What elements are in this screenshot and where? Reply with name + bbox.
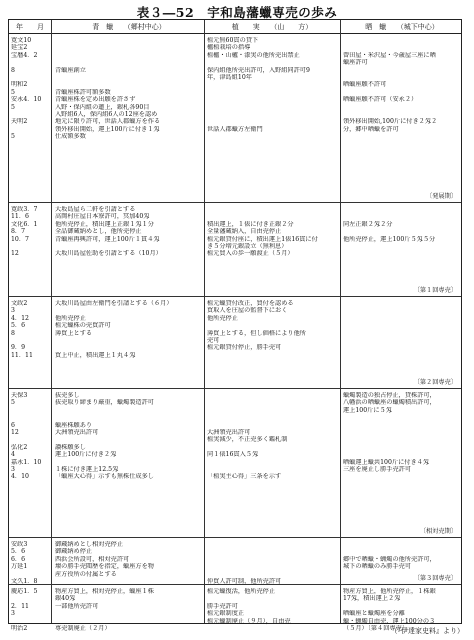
cell-line: [55, 610, 203, 617]
cell-line: 慶応1．5: [11, 588, 38, 595]
cell-line: １株に付き運上12.5匁: [55, 465, 119, 473]
cell-line: 植元蠟復活，他所売停止: [207, 588, 276, 595]
cell-line: [55, 44, 203, 51]
cell-line: [343, 89, 461, 96]
period-label: 〔第２回専売〕: [413, 378, 457, 386]
cell-line: [343, 444, 461, 451]
cell-line: 西浜会所設可，相対売許可: [55, 555, 130, 563]
cell-line: 地元に限り許可，世話人郡蠟方を作る: [55, 118, 161, 126]
cell-line: 仕成額多数: [55, 133, 86, 141]
cell-line: 8．7: [11, 228, 26, 236]
cell-line: 寛文10: [11, 37, 32, 44]
period-label: 〔第３回専売〕: [413, 574, 457, 582]
cell-ue: [207, 206, 337, 258]
cell-line: 9．9: [11, 344, 26, 352]
cell-line: [343, 104, 461, 111]
cell-line: 大坂島屋ら二軒を引請とする: [55, 206, 136, 213]
cell-line: 櫨植栽培の指導: [207, 44, 251, 52]
cell-line: [207, 392, 337, 399]
source-note: （『伊達家史料』より）: [390, 627, 464, 635]
cell-line: 三座を廃止し勝手売許可: [343, 465, 412, 473]
cell-line: 保内組他所売出許可，入野組同許可9: [207, 66, 310, 74]
cell-ao: [55, 392, 203, 481]
cell-line: [55, 459, 203, 466]
cell-line: [207, 595, 337, 602]
cell-ao: [55, 206, 203, 258]
cell-line: 高岡村庄屋日本寮許可，冥加40匁: [55, 213, 150, 221]
cell-line: 同１俵16貫入５匁: [207, 451, 259, 459]
cell-line: 17匁，積出運上２匁: [343, 595, 401, 603]
cell-line: 曾田屋・米沢屋・今歳屋三座に晒: [343, 51, 436, 59]
cell-line: 5: [11, 133, 15, 141]
cell-line: 4: [11, 451, 15, 459]
cell-line: 嘉永1．10: [11, 458, 42, 466]
cell-line: [343, 307, 461, 314]
cell-line: 讃株願多し: [55, 443, 86, 451]
cell-line: 御蔵納めとし相対売停止: [55, 541, 124, 548]
table-section: [9, 538, 461, 585]
cell-line: 2．11: [11, 602, 29, 610]
cell-line: [207, 81, 337, 88]
cell-line: [11, 407, 49, 414]
cell-line: [207, 556, 337, 563]
cell-date: [11, 300, 49, 359]
cell-line: 宝暦4．2: [11, 51, 38, 59]
cell-line: [343, 414, 461, 421]
cell-line: [55, 407, 203, 414]
cell-line: [343, 429, 461, 436]
cell-line: [343, 344, 461, 351]
cell-line: [343, 44, 461, 51]
cell-line: 12: [11, 428, 19, 436]
cell-line: 抜売取り締まり厳重，蠟燭製造許可: [55, 399, 154, 407]
cell-line: [343, 37, 461, 44]
cell-line: 植元銀貸付停止，勝手売可: [207, 344, 282, 352]
cell-line: [207, 104, 337, 111]
cell-date: [11, 541, 49, 585]
cell-line: [55, 307, 203, 314]
cell-line: [55, 344, 203, 351]
cell-line: 「蠟座大心得」示すも無株仕成多し: [55, 473, 154, 481]
cell-line: 城下の晒蠟のみ勝手売可: [343, 563, 412, 571]
cell-ao: [55, 588, 203, 632]
cell-line: 5．6: [11, 548, 26, 556]
cell-line: [11, 571, 49, 578]
cell-line: 晒蠟座願不許可: [343, 81, 387, 89]
cell-line: 大坂川島屋由左衛門を引請とする（６月）: [55, 300, 173, 307]
cell-line: 文政2: [11, 300, 28, 307]
cell-line: 蠟燭製造の独占停止，貸株許可，: [343, 392, 436, 399]
cell-line: [343, 250, 461, 257]
cell-line: 他所売停止: [55, 314, 86, 322]
cell-line: [55, 81, 203, 88]
cell-line: （５月）〔第４回専売〕: [343, 624, 408, 632]
cell-line: 他所売停止，運上100斤５匁５分: [343, 235, 436, 243]
cell-line: 天明2: [11, 118, 28, 126]
cell-line: 8: [11, 329, 15, 337]
cell-line: 4．10: [11, 473, 29, 481]
cell-line: [343, 603, 461, 610]
cell-line: 4．12: [11, 314, 29, 322]
cell-date: [11, 588, 49, 632]
cell-line: [343, 74, 461, 81]
cell-line: 11．6: [11, 213, 29, 221]
cell-line: [55, 52, 203, 59]
cell-line: [11, 126, 49, 133]
header-ao: 青 蠟 （郷村中心）: [92, 23, 166, 31]
cell-line: [343, 228, 461, 235]
cell-line: [207, 206, 337, 213]
cell-line: [343, 451, 461, 458]
cell-line: 8: [11, 66, 15, 74]
cell-line: [343, 67, 461, 74]
cell-line: 晒蠟座と蠟燭座を分離: [343, 610, 405, 618]
cell-line: [343, 213, 461, 220]
period-label: 〔第１回専売〕: [413, 286, 457, 294]
cell-line: [207, 59, 337, 66]
cell-line: [207, 625, 337, 632]
cell-line: 安政3: [11, 541, 28, 548]
cell-line: [207, 414, 337, 421]
cell-line: [207, 548, 337, 555]
cell-line: 領外移出開始，運上100斤に付き１匁: [55, 125, 160, 133]
cell-ta: [343, 392, 461, 481]
cell-line: 他所売停止，積出運上正銀１匁１分: [55, 220, 154, 228]
cell-line: [207, 407, 337, 414]
cell-line: [207, 111, 337, 118]
cell-line: [55, 414, 203, 421]
cell-line: 運上100斤に付き２匁: [55, 451, 117, 459]
cell-line: 物産方買上，他所売停止，１株銀: [343, 588, 436, 595]
cell-line: [11, 337, 49, 344]
cell-line: 5: [11, 399, 15, 407]
cell-ta: [343, 206, 461, 258]
cell-line: [343, 315, 461, 322]
cell-line: 蠟座株願あり: [55, 421, 93, 429]
cell-line: [55, 59, 203, 66]
cell-line: [55, 618, 203, 625]
cell-line: 全量藩蔵納入，自由売停止: [207, 228, 282, 236]
table-section: [9, 389, 461, 538]
cell-line: 3: [11, 610, 15, 618]
cell-line: [11, 74, 49, 81]
cell-line: 5: [11, 88, 15, 96]
cell-ue: [207, 541, 337, 585]
cell-line: [207, 96, 337, 103]
cell-line: [55, 436, 203, 443]
cell-line: [207, 422, 337, 429]
cell-line: 抜売多し: [55, 392, 80, 399]
cell-line: 植元蠟貸付改正，買付を認める: [207, 300, 294, 307]
cell-line: [55, 37, 203, 44]
cell-line: [343, 473, 461, 480]
cell-line: 勝手売許可: [207, 602, 238, 610]
cell-line: [207, 133, 337, 140]
cell-line: 万延1: [11, 563, 28, 571]
table-title: 表３―52 宇和島藩蠟専売の歩み: [136, 5, 338, 20]
cell-line: 安永4．10: [11, 96, 42, 104]
cell-line: [207, 444, 337, 451]
cell-line: 領外移出開始,100斤に付き２匁２: [343, 118, 438, 126]
cell-line: 弘化2: [11, 443, 28, 451]
cell-line: [207, 213, 337, 220]
cell-line: 物産方買上，相対売停止，蠟座１株: [55, 588, 154, 595]
cell-line: 植元無60貫の貸下: [207, 37, 259, 44]
cell-line: き５分増元銀設立（無利息）: [207, 242, 288, 250]
period-label: 〔発展期〕: [426, 192, 457, 200]
table-header: [9, 20, 461, 34]
cell-line: [343, 330, 461, 337]
cell-line: 蠟・蝋燭自由売，運上100分の３: [343, 617, 436, 625]
cell-line: 天保3: [11, 392, 28, 399]
cell-line: 運上100斤に５匁: [343, 406, 392, 414]
cell-line: 薄買上とする，但し価格により他所: [207, 329, 306, 337]
cell-line: [343, 322, 461, 329]
cell-line: 全品御蔵納めとし，他所売停止: [55, 228, 142, 236]
cell-ta: [343, 37, 461, 140]
cell-date: [11, 37, 49, 140]
cell-line: 世話人郡蠟方左衛門: [207, 125, 263, 133]
cell-line: 植元蠟株の売買許可: [55, 322, 111, 330]
cell-ao: [55, 541, 203, 585]
cell-line: 青蠟座創立: [55, 66, 86, 74]
cell-line: 5: [11, 103, 15, 111]
cell-line: 蠟座許可: [343, 59, 368, 67]
cell-ue: [207, 300, 337, 359]
cell-line: 植元銀貸付座に，積出運上1俵16貫に付: [207, 235, 318, 243]
cell-ue: [207, 588, 337, 632]
cell-line: 一部他所売許可: [55, 602, 99, 610]
cell-line: 晒蠟座願不許可（安永２）: [343, 96, 418, 104]
header-ue: 植 実 （山 方）: [231, 23, 313, 31]
cell-ue: [207, 37, 337, 140]
cell-line: 青蠟座再興許可，運上100斤１貫４匁: [55, 235, 160, 243]
cell-line: 分，郷中晒蠟を許可: [343, 125, 399, 133]
cell-line: [343, 436, 461, 443]
cell-line: 植実減少，不正売多く鑑札制: [207, 436, 288, 444]
cell-line: 5．6: [11, 322, 26, 330]
cell-line: 青蠟座株許可額多数: [55, 88, 111, 96]
cell-line: [207, 571, 337, 578]
cell-line: 3: [11, 465, 15, 473]
cell-line: [55, 243, 203, 250]
cell-line: [207, 399, 337, 406]
cell-line: [343, 111, 461, 118]
cell-line: 「植実主心得」三条を示す: [207, 473, 282, 481]
cell-line: [343, 352, 461, 359]
cell-line: 買取人を庄屋の監督下におく: [207, 307, 288, 315]
cell-line: 積出運上，１俵に付き正銀２分: [207, 220, 294, 228]
cell-line: [207, 89, 337, 96]
cell-line: 晒蠟運上蠟共100斤に付き４匁: [343, 458, 430, 466]
cell-line: 文化6．1: [11, 220, 38, 228]
cell-line: 明治2: [11, 624, 28, 632]
cell-line: 同左正銀２匁２分: [343, 220, 393, 228]
cell-line: 薄買上とする: [55, 329, 93, 337]
cell-line: 12: [11, 250, 19, 258]
cell-date: [11, 206, 49, 258]
cell-line: 専売制廃止（２月）: [55, 624, 111, 632]
cell-line: 売可: [207, 336, 220, 344]
cell-line: 壊の勝手売閲歴を指定，蠟座方を物: [55, 563, 154, 571]
period-label: 〔相対売期〕: [419, 527, 457, 535]
cell-line: [343, 133, 461, 140]
cell-line: 買上中止，積出運上１丸４匁: [55, 351, 136, 359]
cell-line: 大坂川島屋佐助を引請とする（10月）: [55, 250, 162, 258]
cell-ta: [343, 300, 461, 359]
cell-line: 6: [11, 421, 15, 429]
cell-line: [207, 118, 337, 125]
cell-line: [11, 111, 49, 118]
table-section: [9, 203, 461, 297]
cell-line: [207, 466, 337, 473]
cell-line: 他所売停止: [207, 314, 238, 322]
cell-line: 仲買人許可制，他所売許可: [207, 577, 282, 585]
header-ta: 晒 蠟 （城下中心）: [365, 23, 439, 31]
cell-line: 大洲領売出許可: [207, 428, 251, 436]
cell-line: 入野組6人，保内組6人の12座を認め: [55, 110, 158, 118]
table-section: [9, 34, 461, 203]
cell-line: 6．6: [11, 555, 26, 563]
cell-line: 御蔵納め停止: [55, 548, 93, 556]
cell-line: 銀40匁: [55, 595, 76, 603]
cell-line: [343, 206, 461, 213]
cell-line: 文久1．8: [11, 577, 38, 585]
cell-line: [11, 618, 49, 625]
cell-line: [343, 422, 461, 429]
cell-line: [207, 541, 337, 548]
cell-line: 明和2: [11, 81, 28, 89]
cell-date: [11, 392, 49, 481]
cell-line: [343, 337, 461, 344]
cell-line: [207, 322, 337, 329]
cell-line: 11．11: [11, 351, 33, 359]
cell-line: 八幡浜の晒蠟座の蠟燭積出許可，: [343, 399, 436, 407]
cell-line: 年，津島組10年: [207, 73, 252, 81]
cell-line: 入野・保内組の蓮上，銀札各90目: [55, 103, 150, 111]
cell-line: 延宝2: [11, 44, 28, 52]
cell-ao: [55, 37, 203, 140]
cell-line: 産方役所の付属とする: [55, 570, 117, 578]
cell-line: [207, 352, 337, 359]
cell-line: [343, 243, 461, 250]
cell-line: 10．7: [11, 235, 29, 243]
cell-ue: [207, 392, 337, 481]
cell-line: 植元銀制度正: [207, 610, 245, 618]
cell-line: 大洲領売出許可: [55, 428, 99, 436]
cell-ao: [55, 300, 203, 359]
cell-line: 郷中で晒蠟・蝋燭の他所売許可，: [343, 555, 436, 563]
cell-line: 植櫨・山櫨・漆実の他所売出禁止: [207, 51, 300, 59]
header-date: 年 月: [16, 23, 44, 31]
cell-line: 植元蠟制廃止（９月），自由売: [207, 617, 291, 625]
cell-line: [343, 548, 461, 555]
cell-line: [343, 300, 461, 307]
table-section: [9, 297, 461, 389]
cell-line: [11, 436, 49, 443]
cell-line: 3: [11, 307, 15, 315]
cell-line: [207, 459, 337, 466]
cell-line: [55, 74, 203, 81]
cell-line: [207, 563, 337, 570]
cell-line: [11, 243, 49, 250]
cell-line: [343, 541, 461, 548]
cell-line: [11, 595, 49, 602]
cell-line: [11, 414, 49, 421]
cell-line: 寛政3．7: [11, 206, 38, 213]
cell-line: [55, 337, 203, 344]
cell-line: 植元買入の歩一願渡止（５月）: [207, 250, 294, 258]
cell-line: [11, 59, 49, 66]
cell-line: 青蠟座株を定め出願を許さず: [55, 96, 136, 104]
